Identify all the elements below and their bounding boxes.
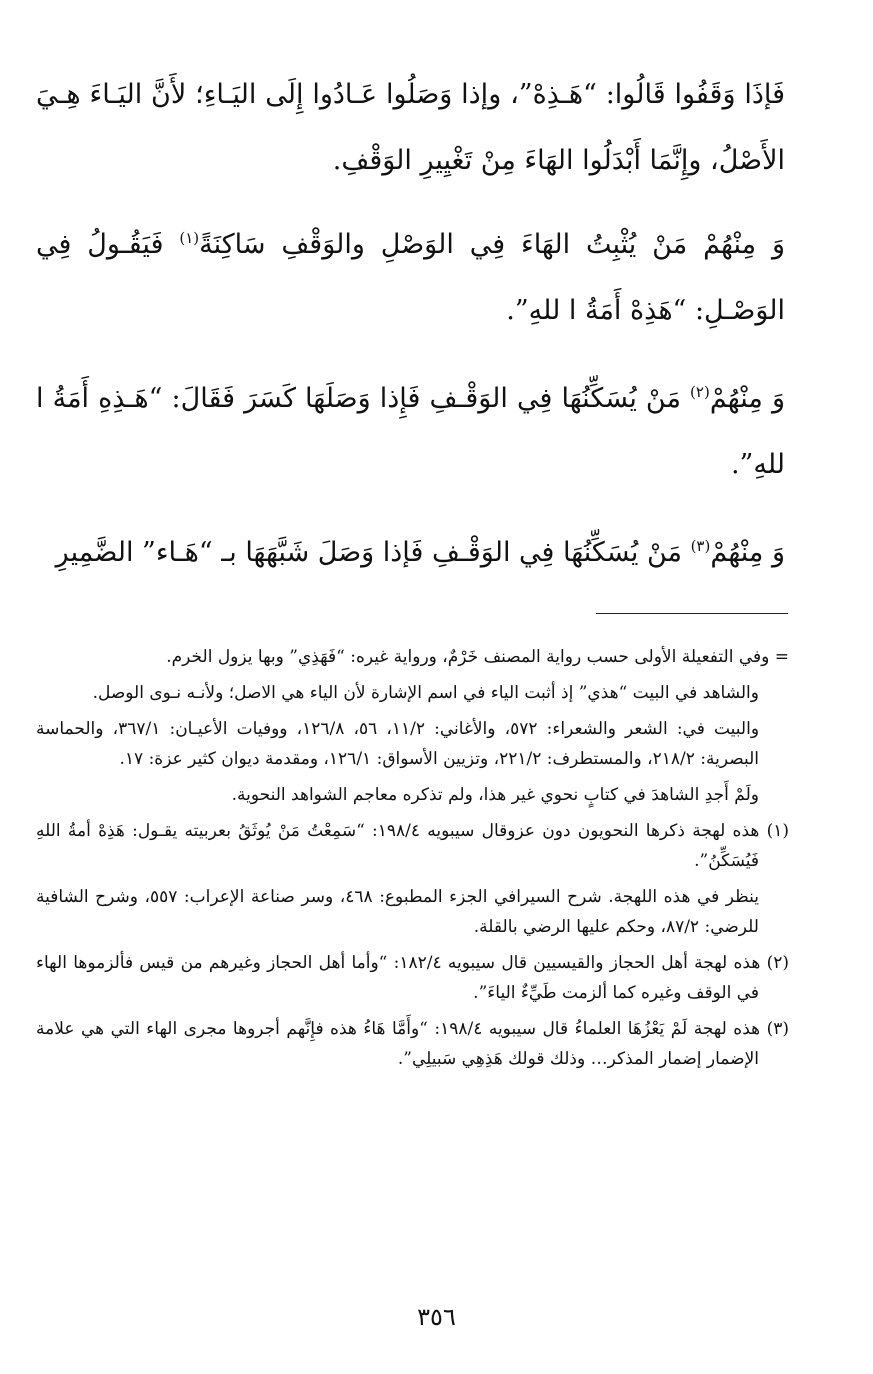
footnote-separator <box>596 613 788 614</box>
paragraph-2 <box>36 212 785 344</box>
paragraph-4-text-b: مَنْ يُسَكِّنُهَا فِي الوَقْـفِ فَإذا وَصَلَ شَبَّهَهَا بـ “هَـاء” الضَّمِيرِ <box>55 537 691 568</box>
footnote-witness: والشاهد في البيت “هذي” إذ أثبت الياء في اسم الإشارة لأن الياء هي الاصل؛ ولأنـه نـوى الوصل. <box>92 683 759 703</box>
page-number: ٣٥٦ <box>417 1303 456 1331</box>
paragraph-3-text-b: مَنْ يُسَكِّنُهَا فِي الوَقْـفِ فَإِذا وَصَلَهَا كَسَرَ فَقَالَ: “هَـذِهِ أَمَةُ ا للهِ”. <box>36 383 785 480</box>
paragraph-4-text-a: وَ مِنْهُمْ <box>710 537 785 568</box>
footnote-continuation: = وفي التفعيلة الأولى حسب رواية المصنف خَرْمٌ، ورواية غيره: “فَهَذِي” وبها يزول الخرم. <box>166 647 789 667</box>
footnote-1: (١) هذه لهجة ذكرها النحويون دون عزوقال سيبويه ١٩٨/٤: “سَمِعْتُ مَنْ يُوثَقُ بعربيته يقـول: هَذِهْ أمةُ اللهِ فَيُسَكِّنُ”. <box>36 821 789 871</box>
footnote-sources: والبيت في: الشعر والشعراء: ٥٧٢، والأغاني: ١١/٢، ٥٦، ١٢٦/٨، ووفيات الأعيـان: ٣٦٧/١، والحماسة البصرية: ٢١٨/٢، والمستطرف: ٢٢١/٢، وتزيين الأسواق: ١٢٦/١، ومقدمة ديوان كثير عزة: ١٧. <box>36 719 760 769</box>
paragraph-3-text-a: وَ مِنْهُمْ <box>709 383 785 414</box>
footnotes <box>36 642 789 1080</box>
footnote-2: (٢) هذه لهجة أهل الحجاز والقيسيين قال سيبويه ١٨٢/٤: “وأما أهل الحجاز وغيرهم من قيس فألزموها الهاء في الوقف وغيره كما ألزمت طَيِّءٌ الياءَ”. <box>36 953 789 1003</box>
paragraph-2-text-a: وَ مِنْهُمْ مَنْ يُثْبِتُ الهَاءَ فِي الوَصْلِ والوَقْفِ سَاكِنَةً <box>199 229 786 260</box>
footnote-ref-3: (٣) <box>690 537 711 555</box>
footnote-ref-2: (٢) <box>690 383 710 401</box>
footnote-ref-1: (١) <box>179 229 200 247</box>
main-text <box>36 62 785 604</box>
paragraph-4 <box>36 520 785 586</box>
paragraph-3 <box>36 366 785 498</box>
paragraph-1: فَإذَا وَقَفُوا قَالُوا: “هَـذِهْ”، وإذا وَصَلُوا عَـادُوا إِلَى اليَـاءِ؛ لأَنَّ اليَـاءَ هِـيَ الأَصْلُ، وإِنَّمَا أَبْدَلُوا الهَاءَ مِنْ تَغْيِيرِ الوَقْفِ. <box>36 79 785 176</box>
footnote-1-references: ينظر في هذه اللهجة. شرح السيرافي الجزء المطبوع: ٤٦٨، وسر صناعة الإعراب: ٥٥٧، وشرح الشافية للرضي: ٨٧/٢، وحكم عليها الرضي بالقلة. <box>36 887 759 937</box>
paragraph-2-text-b: فَيَقُـولُ فِي الوَصْـلِ: “هَذِهْ أَمَةُ ا للهِ”. <box>36 229 785 326</box>
footnote-3: (٣) هذه لهجة لَمْ يَعْزُهَا العلماءُ قال سيبويه ١٩٨/٤: “وأَمَّا هَاءُ هذه فإِنَّهم أجروها مجرى الهاء التي هي علامة الإضمار إضمار المذكر… وذلك قولك هَذِهِي سَبيلِي”. <box>36 1019 789 1069</box>
footnote-remark: ولَمْ أَجدِ الشاهدَ في كتابٍ نحوي غير هذا، ولم تذكره معاجم الشواهد النحوية. <box>231 785 759 805</box>
